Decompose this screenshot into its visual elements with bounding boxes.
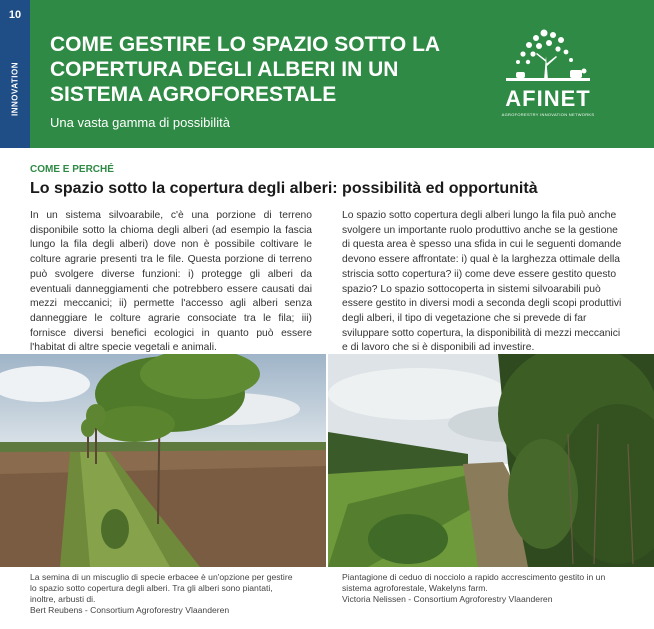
caption-right bbox=[342, 572, 612, 605]
page-subtitle: Una vasta gamma di possibilità bbox=[50, 115, 230, 130]
side-tab-label: INNOVATION bbox=[10, 61, 20, 117]
afinet-logo bbox=[492, 28, 604, 128]
page-number: 10 bbox=[0, 0, 30, 30]
side-tab bbox=[0, 30, 30, 148]
tree-logo-icon bbox=[492, 28, 604, 88]
header-banner bbox=[0, 0, 654, 148]
caption-left-text: La semina di un miscuglio di specie erbacee è un'opzione per gestire lo spazio sotto copertura degli alberi. Tra gli alberi sono piantati, inoltre, arbusti di. bbox=[30, 572, 293, 604]
page-title: COME GESTIRE LO SPAZIO SOTTO LA COPERTURA DEGLI ALBERI IN UN SISTEMA AGROFORESTALE bbox=[50, 33, 440, 106]
logo-tagline: AGROFORESTRY INNOVATION NETWORKS bbox=[501, 112, 595, 117]
caption-right-credit: Victoria Nelissen - Consortium Agroforestry Vlaanderen bbox=[342, 594, 553, 604]
body-column-left: In un sistema silvoarabile, c'è una porzione di terreno disponibile sotto la chioma degli alberi (ad esempio la fascia lungo la fila degli alberi) dove non è possibile coltivare le colture agrarie presenti tra le file. Questa porzione di terreno può svolgere diverse funzioni: i) protegge gli alberi da eventuali danneggiamenti che potrebbero essere causati dai mezzi meccanici; ii) permette l'accesso agli alberi senza danneggiare le colture agrarie consociate tra le fila; iii) fornisce diversi benefici ecologici in quanto può essere l'habitat di altre specie vegetali e animali. bbox=[30, 210, 312, 354]
section-label: COME E PERCHÉ bbox=[30, 164, 114, 175]
caption-left bbox=[30, 572, 300, 616]
caption-right-text: Piantagione di ceduo di nocciolo a rapido accrescimento gestito in un sistema agroforestale, Wakelyns farm. bbox=[342, 572, 606, 593]
photo-tree-row-field bbox=[0, 354, 326, 567]
photo-hazel-coppice bbox=[328, 354, 654, 567]
section-heading: Lo spazio sotto la copertura degli alberi: possibilità ed opportunità bbox=[30, 180, 538, 197]
body-column-right: Lo spazio sotto copertura degli alberi lungo la fila può anche svolgere un importante ruolo produttivo anche se la gestione di questa area è spesso una sfida in cui le seguenti domande devono essere affrontate: i) qual è la larghezza ottimale della striscia sotto copertura? ii) come deve essere gestito questo spazio? Lo spazio sottocoperta in sistemi silvoarabili può essere gestito in diversi modi a seconda degli scopi produttivi degli alberi, il tipo di vegetazione che si prevede di far sviluppare sotto copertura, la disponibilità di mezzi meccanici e di lavoro che si è disponibili ad investire. bbox=[342, 210, 622, 354]
logo-wordmark: AFINET bbox=[505, 86, 591, 111]
caption-left-credit: Bert Reubens - Consortium Agroforestry Vlaanderen bbox=[30, 605, 230, 615]
